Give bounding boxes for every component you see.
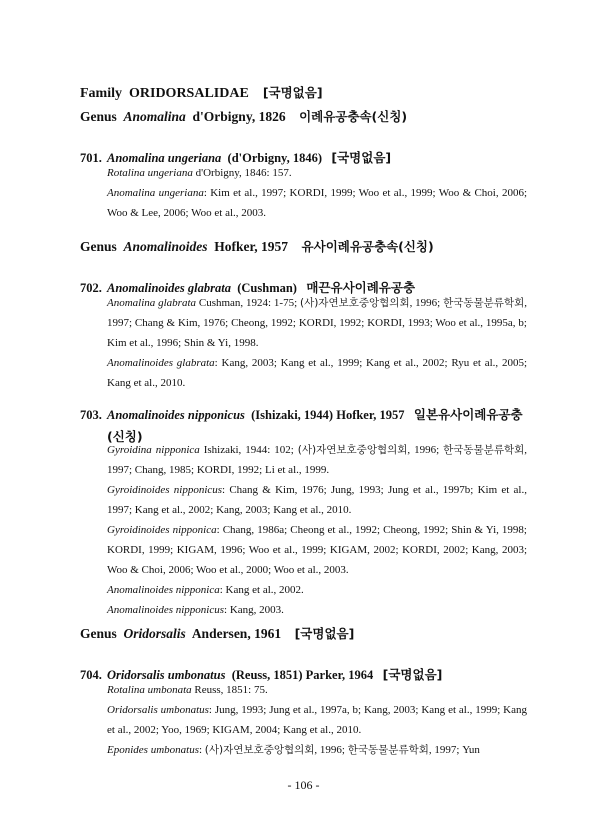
genus-author: d'Orbigny, 1826 [192, 109, 286, 124]
species-number: 703. [80, 408, 102, 422]
species-name: Anomalina ungeriana [107, 151, 222, 165]
synonym-taxon: Anomalinoides nipponicus [107, 604, 225, 616]
genus-author: Hofker, 1957 [214, 239, 289, 254]
species-korean-name: 매끈유사이례유공충 [306, 280, 416, 295]
genus-prefix: Genus [80, 109, 117, 124]
synonym-refs: : Kang et al., 2002. [219, 584, 304, 596]
synonym-taxon: Rotalina umbonata [107, 684, 192, 696]
species-author: (Reuss, 1851) Parker, 1964 [231, 668, 374, 682]
genus-prefix: Genus [80, 239, 117, 254]
synonym-korean-ref: (사)자연보호중앙협의회 [299, 297, 410, 309]
synonym-korean-ref: 한국동물분류학회 [347, 744, 429, 756]
family-prefix: Family [80, 86, 122, 101]
synonym-refs: : Kang, 2003. [224, 604, 284, 616]
synonym-taxon: Anomalinoides nipponica [107, 584, 220, 596]
synonym-refs: , 1997; Yun [428, 744, 480, 756]
synonym-taxon: Gyroidinoides nipponica [107, 524, 217, 536]
synonym-entry [107, 680, 527, 700]
genus-author: Andersen, 1961 [191, 626, 282, 641]
synonym-refs: d'Orbigny, 1846: 157. [192, 167, 292, 179]
synonym-korean-ref: 한국동물분류학회 [443, 297, 525, 309]
synonym-taxon: Anomalina glabrata [107, 297, 197, 309]
family-name: ORIDORSALIDAE [129, 86, 249, 101]
page-number: - 106 - [287, 778, 320, 792]
synonym-refs: Reuss, 1851: 75. [191, 684, 268, 696]
genus-heading-oridorsalis [80, 624, 354, 642]
synonym-taxon: Gyroidinoides nipponicus [107, 484, 223, 496]
genus-name: Anomalina [123, 109, 186, 124]
synonym-entry [107, 740, 527, 760]
species-704-synonymy [107, 680, 527, 760]
species-name: Oridorsalis umbonatus [107, 668, 226, 682]
synonym-taxon: Gyroidina nipponica [107, 444, 200, 456]
species-korean-name-note: (신칭) [107, 429, 143, 444]
genus-korean-name: 유사이례유공충속(신칭) [301, 239, 434, 254]
synonym-refs: : Kim et al., 1997; KORDI, 1999; Woo et al., 1999; Woo & Choi, 2006; Woo & Lee, 2006; Woo et al., 2003. [107, 187, 528, 219]
synonym-taxon: Oridorsalis umbonatus [107, 704, 209, 716]
synonym-entry [107, 580, 527, 600]
family-korean-name: [국명없음] [262, 85, 323, 100]
synonym-taxon: Eponides umbonatus [107, 744, 199, 756]
species-number: 701. [80, 151, 102, 165]
species-korean-name: [국명없음] [331, 150, 392, 165]
synonym-taxon: Anomalinoides glabrata [107, 357, 215, 369]
genus-heading-anomalina [80, 107, 407, 125]
synonym-taxon: Rotalina ungeriana [107, 167, 193, 179]
species-korean-name: [국명없음] [382, 667, 443, 682]
synonym-entry [107, 520, 527, 580]
genus-korean-name: 이례유공충속(신칭) [299, 109, 408, 124]
synonym-entry [107, 163, 527, 183]
synonym-entry [107, 600, 527, 620]
synonym-refs: : [198, 744, 205, 756]
synonym-refs: Cushman, 1924: 1-75; [196, 297, 300, 309]
species-702-synonymy [107, 293, 527, 393]
synonym-korean-ref: 한국동물분류학회 [443, 444, 525, 456]
species-korean-name: 일본유사이례유공충 [413, 407, 523, 422]
synonym-refs: , 1996; [409, 297, 444, 309]
synonym-refs: : Kang, 2003; Kang et al., 1999; Kang et al., 2002; Ryu et al., 2005; Kang et al., 2010. [107, 357, 528, 389]
species-author: (Ishizaki, 1944) Hofker, 1957 [251, 408, 405, 422]
synonym-korean-ref: (사)자연보호중앙협의회 [204, 744, 315, 756]
synonym-entry [107, 183, 527, 223]
synonym-refs: , 1997; Chang, 1985; KORDI, 1992; Li et al., 1999. [107, 444, 528, 476]
synonym-entry [107, 700, 527, 740]
synonym-refs: : Chang, 1986a; Cheong et al., 1992; Cheong, 1992; Shin & Yi, 1998; KORDI, 1999; KIGAM, 1996; Woo et al., 1999; KIGAM, 2002; KORDI, 2002; Kang, 2003; Woo & Choi, 2006; Woo et al., 2000; Woo et al., 2003. [107, 524, 527, 576]
genus-korean-name: [국명없음] [294, 626, 355, 641]
synonym-korean-ref: (사)자연보호중앙협의회 [297, 444, 408, 456]
synonym-entry [107, 480, 527, 520]
synonym-refs: , 1996; [314, 744, 348, 756]
species-name: Anomalinoides nipponicus [107, 408, 245, 422]
genus-prefix: Genus [80, 626, 117, 641]
synonym-refs: : Jung, 1993; Jung et al., 1997a, b; Kang, 2003; Kang et al., 1999; Kang et al., 2002; Yoo, 1969; KIGAM, 2004; Kang et al., 2010. [107, 704, 527, 736]
synonym-taxon: Anomalina ungeriana [107, 187, 204, 199]
genus-name: Anomalinoides [123, 239, 208, 254]
synonym-refs: , 1996; [407, 444, 444, 456]
species-703-synonymy [107, 440, 527, 620]
species-number: 702. [80, 281, 102, 295]
synonym-refs: Ishizaki, 1944: 102; [199, 444, 298, 456]
species-author: (Cushman) [237, 281, 297, 295]
synonym-refs: , 1997; Chang & Kim, 1976; Cheong, 1992; KORDI, 1992; KORDI, 1993; Woo et al., 1995a, b; Kim et al., 1996; Shin & Yi, 1998. [107, 297, 527, 349]
synonym-refs: : Chang & Kim, 1976; Jung, 1993; Jung et al., 1997b; Kim et al., 1997; Kang et al., 2002; Kang, 2003; Kang et al., 2010. [107, 484, 527, 516]
synonym-entry [107, 353, 527, 393]
species-701-synonymy [107, 163, 527, 223]
synonym-entry [107, 293, 527, 353]
synonym-entry [107, 440, 527, 480]
family-heading [80, 83, 323, 102]
species-number: 704. [80, 668, 102, 682]
genus-heading-anomalinoides [80, 237, 434, 255]
species-name: Anomalinoides glabrata [107, 281, 231, 295]
genus-name: Oridorsalis [123, 626, 186, 641]
species-author: (d'Orbigny, 1846) [227, 151, 322, 165]
